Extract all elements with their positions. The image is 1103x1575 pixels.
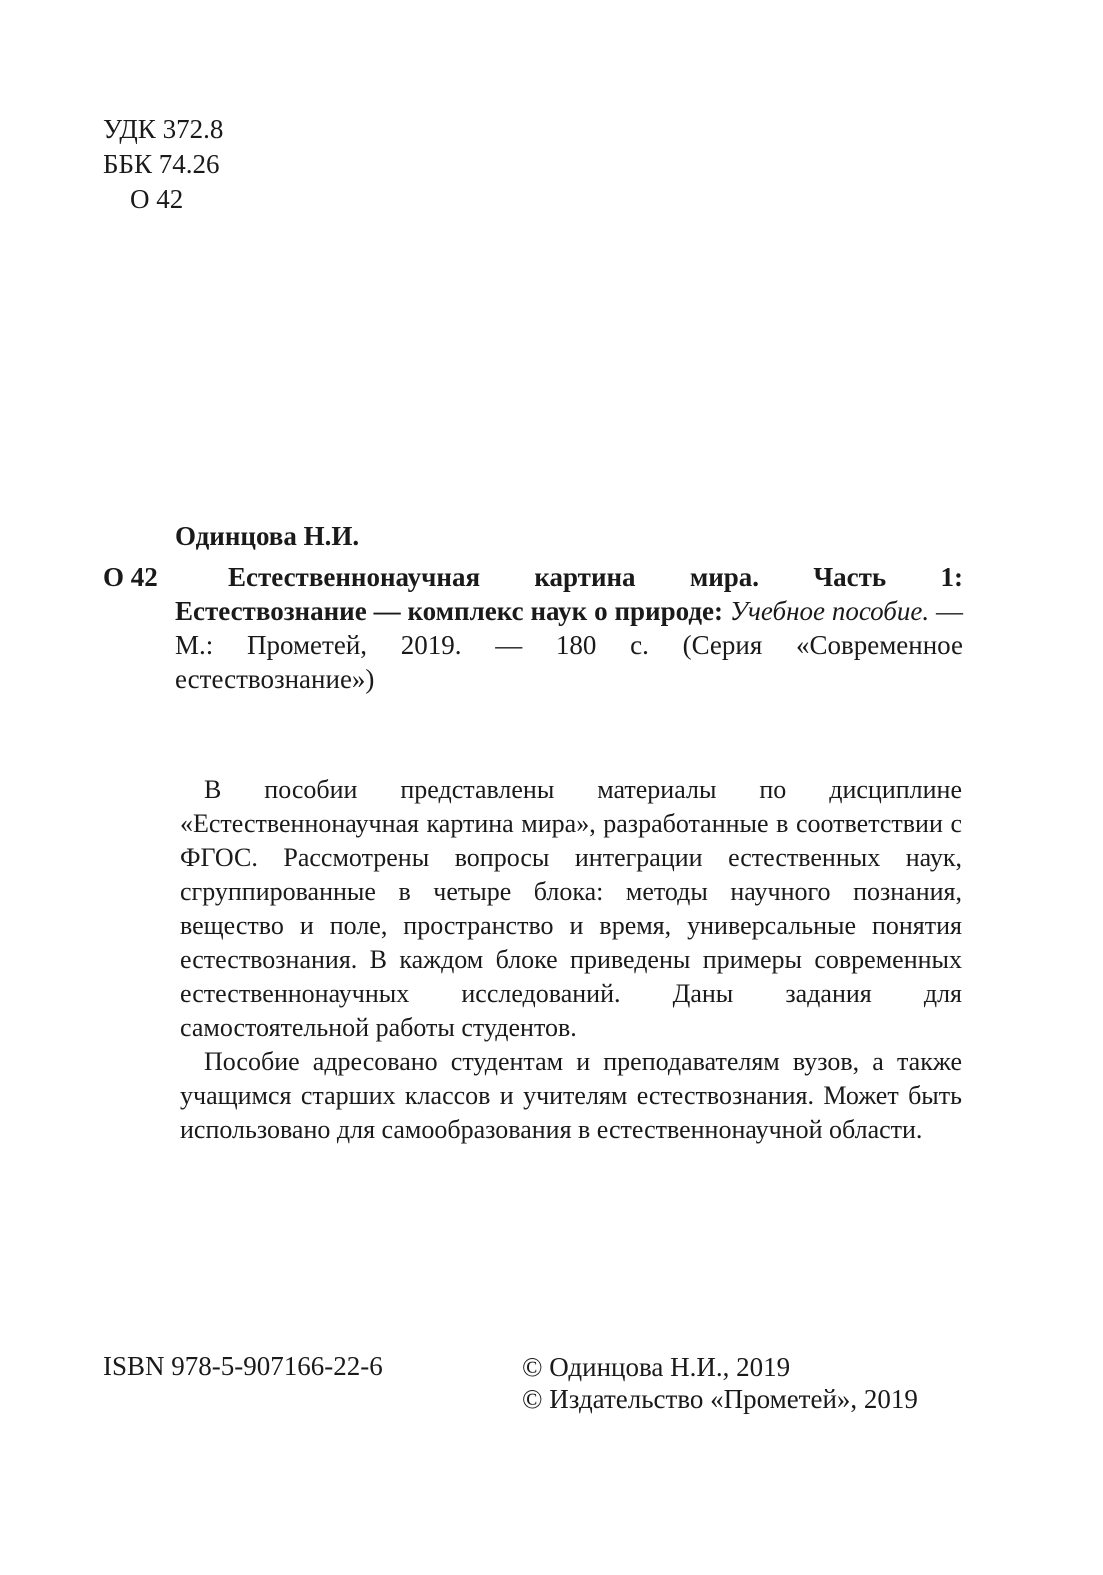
entry-code: О 42 [103,562,158,592]
book-subtitle: Учебное пособие. [729,596,930,626]
publication-info: — М.: Прометей, 2019. — 180 с. (Серия «Современное естествознание») [175,596,963,694]
abstract-paragraph: В пособии представлены материалы по дисциплине «Естественнонаучная картина мира», разработанные в соответствии с ФГОС. Рассмотрены вопросы интеграции естественных наук, сгруппированные в четыре блока: методы научного познания, вещество и поле, пространство и время, универсальные понятия естествознания. В каждом блоке приведены примеры современных естественнонаучных исследований. Даны задания для самостоятельной работы студентов. [180,775,962,1042]
udk-code: УДК 372.8 [103,114,224,144]
classification-codes [103,112,223,217]
abstract-paragraph: Пособие адресовано студентам и преподавателям вузов, а также учащимся старших классов и учителям естествознания. Может быть использовано для самообразования в естественнонаучной области. [180,1047,962,1144]
copyright-author: © Одинцова Н.И., 2019 [522,1352,791,1382]
author-name: Одинцова Н.И. [175,521,360,551]
isbn: ISBN 978-5-907166-22-6 [103,1351,383,1381]
book-title: Естественнонаучная картина мира. Часть 1: Естествознание — комплекс наук о природе: [175,562,963,626]
bibliographic-entry [103,560,963,696]
copyright-block [522,1351,918,1415]
bbk-code: ББК 74.26 [103,149,220,179]
author-sign: О 42 [130,184,184,214]
abstract [180,773,962,1147]
copyright-publisher: © Издательство «Прометей», 2019 [522,1384,918,1414]
entry-body [175,560,963,696]
